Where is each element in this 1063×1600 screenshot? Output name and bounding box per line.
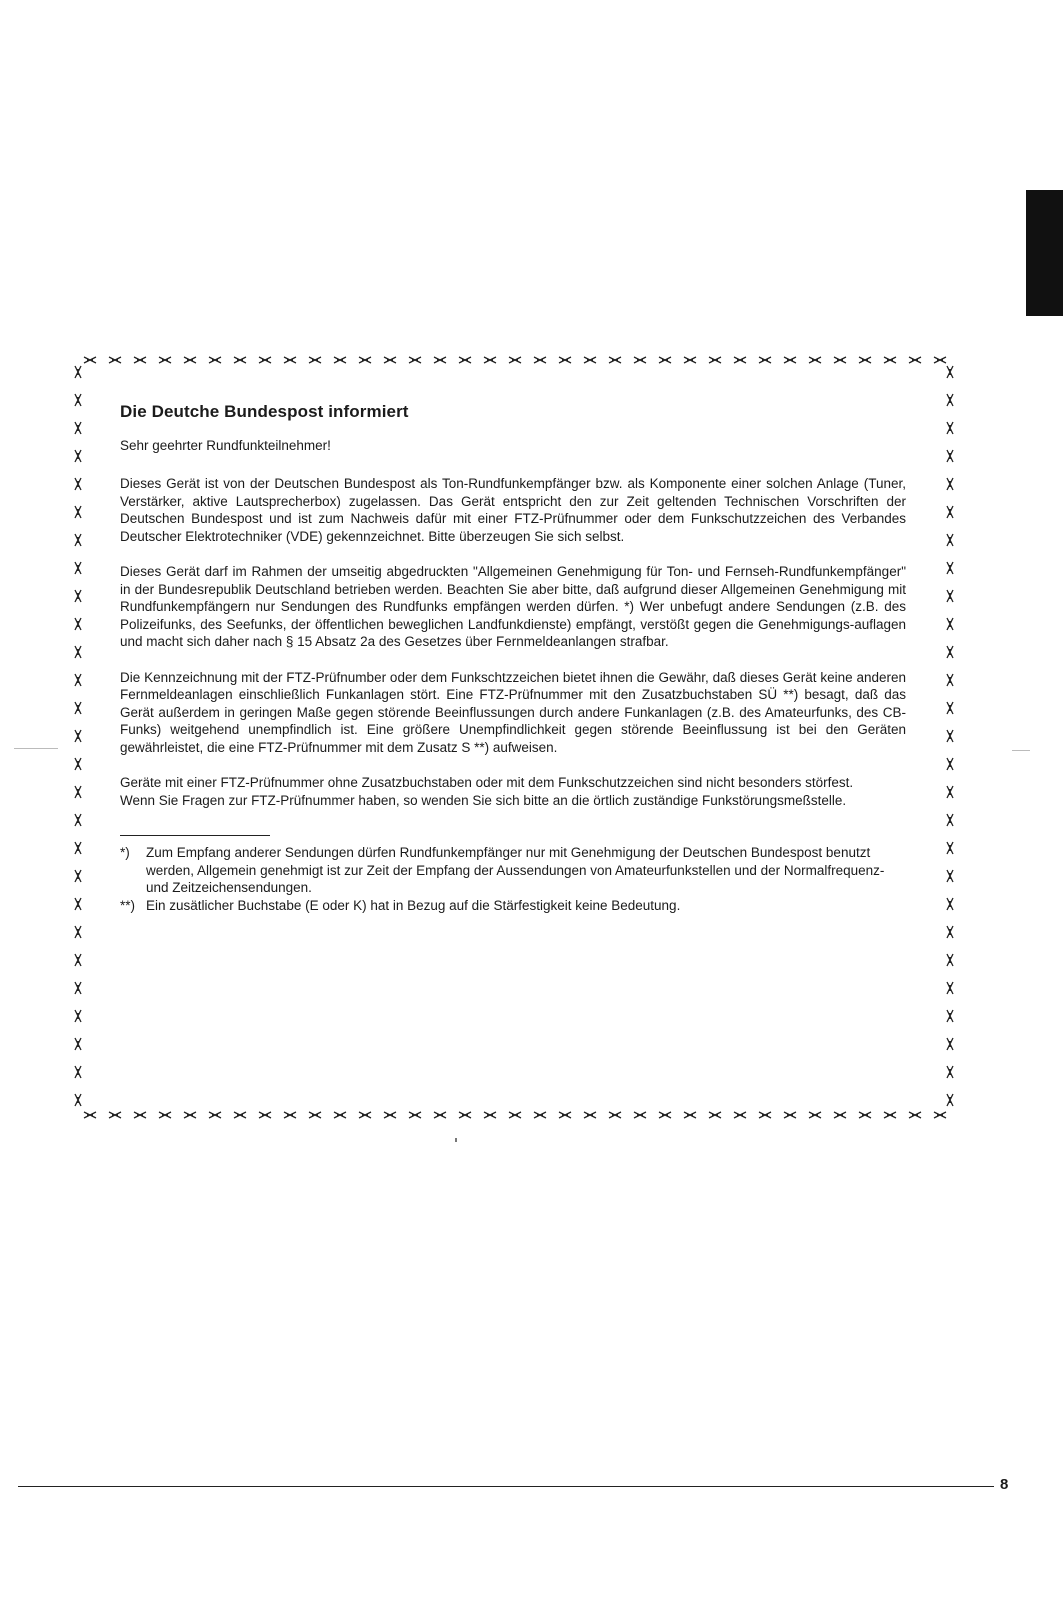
notice-heading: Die Deutche Bundespost informiert [120,402,409,421]
footnote-mark: *) [120,845,130,860]
footnote-mark: **) [120,897,136,913]
notice-content [120,402,906,914]
footnote-rule [120,835,270,836]
page-number: 8 [1000,1476,1009,1493]
footer-rule [18,1486,994,1487]
paragraph-usage: Dieses Gerät darf im Rahmen der umseitig abgedruckten "Allgemeinen Genehmigung für Ton- und Fernseh-Rundfunkempfänger" in der Bundesrepublik Deutschland betrieben werden. Beachten Sie aber bitte, daß aufgrund dieser Allgemeinen Genehmigung mit Rundfunkempfängern nur Sendungen des Rundfunks empfängen werden dürfen. *) Wer unbefugt andere Sendungen (z.B. des Polizeifunks, des Seefunks, der öffentlichen beweglichen Landfunkdienste) empfängt, verstößt gegen die Genehmigungs-auflagen und macht sich daher nach § 15 Absatz 2a des Gesetzes über Fernmeldeanlangen strafbar. [120,564,906,649]
notice-frame [72,350,960,1120]
page-edge-tab [1026,190,1063,316]
footnote-1 [120,844,906,897]
paragraph-marking: Die Kennzeichnung mit der FTZ-Prüfnumber oder dem Funkschtzzeichen bietet ihnen die Gewähr, daß dieses Gerät keine anderen Fernmeldeanlagen einschließlich Funkanlagen stört. Eine FTZ-Prüfnummer mit den Zusatzbuchstaben SÜ **) besagt, daß das Gerät außerdem in geringen Maße gegen störende Beeinflussungen durch andere Funkanlagen (z.B. des Amateurfunks, des CB-Funks) weitgehend unempfindlich ist. Eine größere Unempfindlichkeit gegen störende Beeinflussung ist bei den Geräten gewährleistet, die eine FTZ-Prüfnummer mit dem Zusatz S **) aufweisen. [120,669,906,755]
salutation: Sehr geehrter Rundfunkteilnehmer! [120,438,331,453]
paragraph-approval: Dieses Gerät ist von der Deutschen Bundespost als Ton-Rundfunkempfänger bzw. als Komponente einer solchen Anlage (Tuner, Verstärker, aktive Lautsprecherbox) zugelassen. Das Gerät entspricht den zur Zeit geltenden Technischen Vorschriften der Deutschen Bundespost und ist zum Nachweis dafür mit einer FTZ-Prüfnummer oder dem Funkschutzzeichen des Verbandes Deutscher Elektrotechniker (VDE) gekennzeichnet. Bitte überzeugen Sie sich selbst. [120,476,906,544]
scan-speck [14,748,58,749]
footnote-text: Ein zusätlicher Buchstabe (E oder K) hat in Bezug auf die Stärfestigkeit keine Bedeutung. [146,897,681,913]
paragraph-line: Wenn Sie Fragen zur FTZ-Prüfnummer haben, so wenden Sie sich bitte an die örtlich zuständige Funkstörungsmeßstelle. [120,792,847,808]
scan-speck [1012,750,1030,751]
paragraph-interference [120,774,906,809]
scan-speck [455,1138,457,1142]
footnote-text: Zum Empfang anderer Sendungen dürfen Rundfunkempfänger nur mit Genehmigung der Deutschen Bundespost benutzt werden, Allgemein genehmigt ist zur Zeit der Empfang der Aussendungen von Amateurfunkstellen und der Normalfrequenz- und Zeitzeichensendungen. [146,845,885,895]
footnote-2 [120,897,906,915]
paragraph-line: Geräte mit einer FTZ-Prüfnummer ohne Zusatzbuchstaben oder mit dem Funkschutzzeichen sind nicht besonders störfest. [120,775,854,790]
